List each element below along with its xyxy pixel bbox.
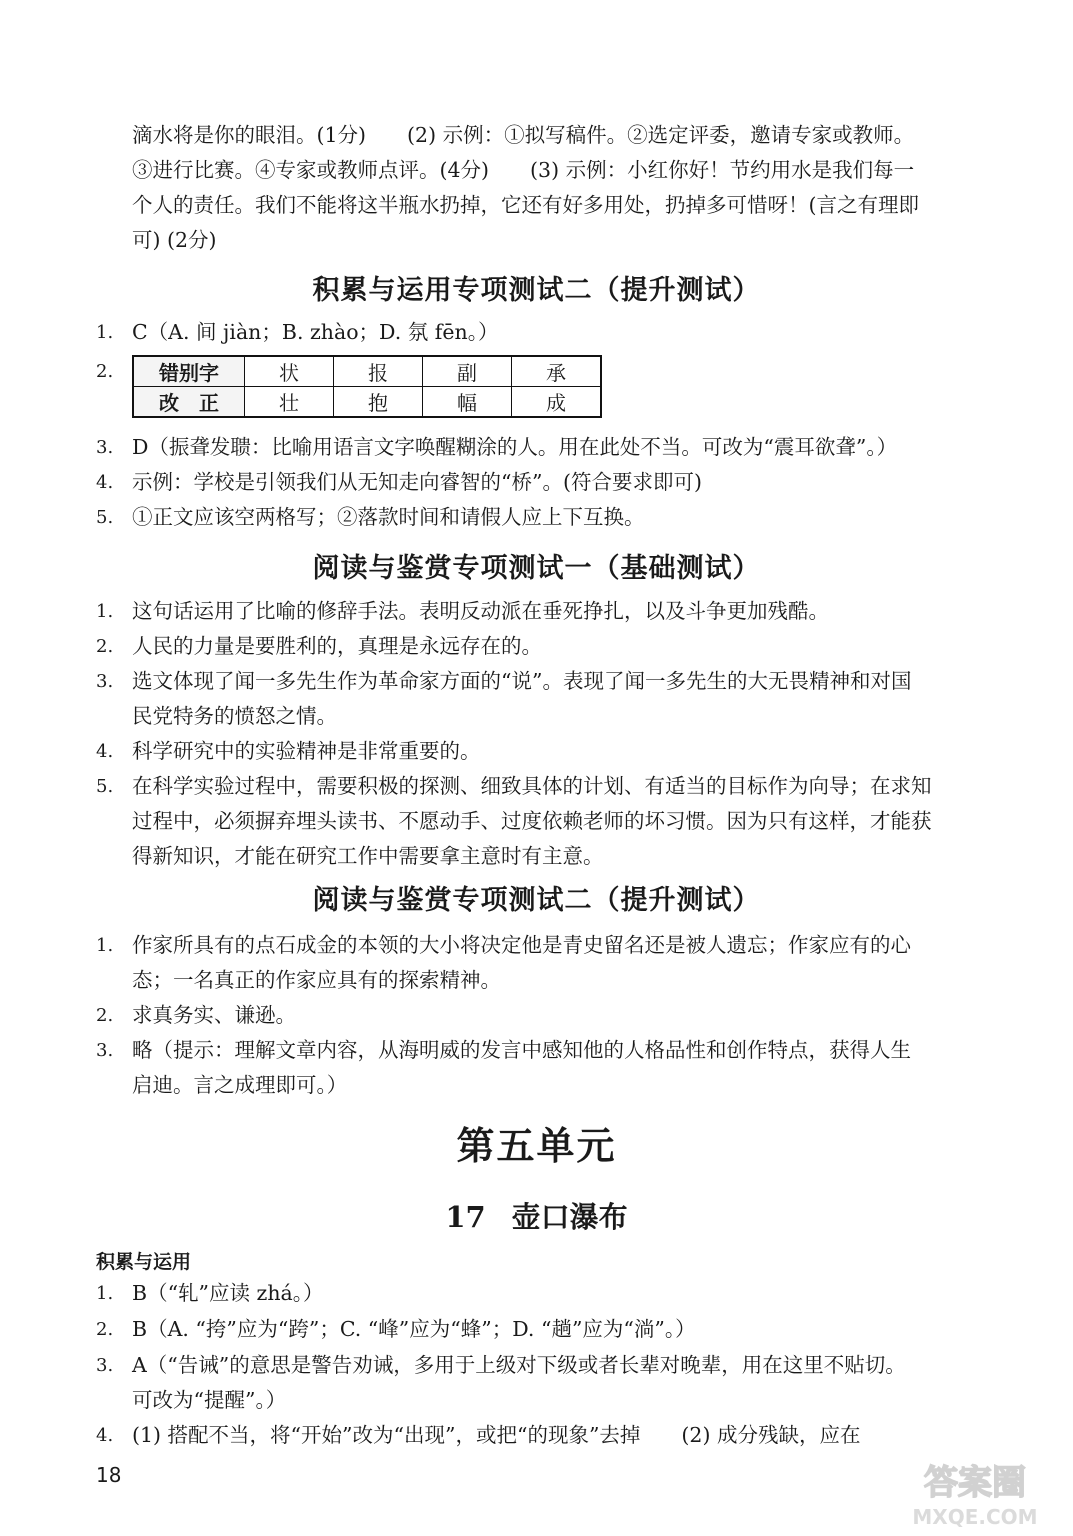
answer-text: D（振聋发聩：比喻用语言文字唤醒糊涂的人。用在此处不当。可改为“震耳欲聋”。）	[132, 435, 898, 459]
watermark-logo-icon	[885, 1452, 1065, 1532]
correction-table	[132, 355, 602, 418]
table-row	[133, 356, 601, 387]
answer-line: 作家所具有的点石成金的本领的大小将决定他是青史留名还是被人遗忘；作家应有的心	[132, 933, 911, 957]
watermark-domain: MXQE.COM	[912, 1505, 1038, 1529]
answer-text: 科学研究中的实验精神是非常重要的。	[132, 739, 481, 763]
intro-line: 个人的责任。我们不能将这半瓶水扔掉，它还有好多用处，扔掉多可惜呀！(言之有理即	[132, 193, 919, 217]
answer-line: 可改为“提醒”。）	[132, 1388, 287, 1412]
answer-line: A（“告诫”的意思是警告劝诫，多用于上级对下级或者长辈对晚辈，用在这里不贴切。	[132, 1353, 906, 1377]
unit-title: 第五单元	[456, 1123, 617, 1168]
table-cell: 成	[512, 387, 602, 418]
table-header-cell: 错别字	[133, 356, 245, 387]
answer-text: 这句话运用了比喻的修辞手法。表明反动派在垂死挣扎，以及斗争更加残酷。	[132, 599, 829, 623]
answer-line: 启迪。言之成理即可。）	[132, 1073, 348, 1097]
answer-page: 滴水将是你的眼泪。(1分) (2) 示例：①拟写稿件。②选定评委，邀请专家或教师。 ③进行比赛。④专家或教师点评。(4分) (3) 示例：小红你好！节约用水是我们每一 个人的责任。我们不能将这半瓶水扔掉，它还有好多用处，扔掉多可惜呀！(言之有理即 可) (2分) 积累与运用专项测试二（提升测试） 1. C（A. 间 jiàn；B. zhào；D. 氛 fēn。） 2. 错别字 状 报 副 承 改 正 壮 抱 幅 成 3. D（振聋发聩：比喻用语言文字唤醒糊涂的人。用在此处不当。可改为“震耳欲聋”。） 4. 示例：学校是引领我们从无知走向睿智的“桥”。(符合要求即可) 5. ①正文应该空两格写；②落款时间和请假人应上下互换。 阅读与鉴赏专项测试一（基础测试） 1. 这句话运用了比喻的修辞手法。表明反动派在垂死挣扎，以及斗争更加残酷。 2. 人民的力量是要胜利的，真理是永远存在的。 3. 选文体现了闻一多先生作为革命家方面的“说”。表现了闻一多先生的大无畏精神和对国 民党特务的愤怒之情。 4. 科学研究中的实验精神是非常重要的。 5. 在科学实验过程中，需要积极的探测、细致具体的计划、有适当的目标作为向导；在求知 过程中，必须摒弃埋头读书、不愿动手、过度依赖老师的坏习惯。因为只有这样，才能获 得新知识，才能在研究工作中需要拿主意时有主意。 阅读与鉴赏专项测试二（提升测试） 1. 作家所具有的点石成金的本领的大小将决定他是青史留名还是被人遗忘；作家应有的心 态；一名真正的作家应具有的探索精神。 2. 求真务实、谦逊。 3. 略（提示：理解文章内容，从海明威的发言中感知他的人格品性和创作特点，获得人生 启迪。言之成理即可。） 第五单元 17 壶口瀑布 积累与运用 1. B（“轧”应读 zhá。） 2. B（A. “挎”应为“跨”；C. “峰”应为“蜂”；D. “趟”应为“淌”。） 3. A（“告诫”的意思是警告劝诫，多用于上级对下级或者长辈对晚辈，用在这里不贴切。 可改为“提醒”。） 4. (1) 搭配不当，将“开始”改为“出现”，或把“的现象”去掉 (2) 成分残缺，应在 18 答案圈 MXQE.COM	[0, 0, 1073, 1536]
answer-text: C（A. 间 jiàn；B. zhào；D. 氛 fēn。）	[132, 320, 499, 344]
intro-line: 可) (2分)	[132, 228, 217, 252]
answer-text: B（A. “挎”应为“跨”；C. “峰”应为“蜂”；D. “趟”应为“淌”。）	[132, 1317, 696, 1341]
intro-line: ③进行比赛。④专家或教师点评。(4分) (3) 示例：小红你好！节约用水是我们每一	[132, 158, 915, 182]
section-title: 积累与运用专项测试二（提升测试）	[312, 275, 761, 306]
watermark-text: 答案圈	[924, 1463, 1026, 1503]
lesson-heading	[0, 1195, 1073, 1236]
answer-line: 态；一名真正的作家应具有的探索精神。	[132, 968, 501, 992]
answer-line: 得新知识，才能在研究工作中需要拿主意时有主意。	[132, 844, 604, 868]
answer-text: ①正文应该空两格写；②落款时间和请假人应上下互换。	[132, 505, 645, 529]
intro-paragraph	[132, 118, 1002, 258]
watermark-logo	[885, 1452, 1065, 1532]
table-cell: 抱	[334, 387, 423, 418]
table-cell: 幅	[423, 387, 512, 418]
table-cell: 副	[423, 356, 512, 387]
answer-text: 人民的力量是要胜利的，真理是永远存在的。	[132, 634, 542, 658]
answer-text: (1) 搭配不当，将“开始”改为“出现”，或把“的现象”去掉 (2) 成分残缺，应在	[132, 1423, 861, 1447]
section-title: 阅读与鉴赏专项测试一（基础测试）	[312, 553, 761, 584]
page-number: 18	[96, 1463, 122, 1487]
subsection-title: 积累与运用	[96, 1251, 192, 1273]
answer-line: 民党特务的愤怒之情。	[132, 704, 337, 728]
lesson-title: 壶口瀑布	[511, 1200, 628, 1234]
intro-line: 滴水将是你的眼泪。(1分) (2) 示例：①拟写稿件。②选定评委，邀请专家或教师。	[132, 123, 915, 147]
table-cell: 报	[334, 356, 423, 387]
lesson-number: 17	[445, 1200, 486, 1234]
table-cell: 壮	[245, 387, 334, 418]
answer-line: 在科学实验过程中，需要积极的探测、细致具体的计划、有适当的目标作为向导；在求知	[132, 774, 932, 798]
section-title: 阅读与鉴赏专项测试二（提升测试）	[312, 885, 761, 916]
table-cell: 状	[245, 356, 334, 387]
answer-text: 示例：学校是引领我们从无知走向睿智的“桥”。(符合要求即可)	[132, 470, 702, 494]
answer-text: B（“轧”应读 zhá。）	[132, 1281, 324, 1305]
table-row	[133, 387, 601, 418]
answer-line: 略（提示：理解文章内容，从海明威的发言中感知他的人格品性和创作特点，获得人生	[132, 1038, 911, 1062]
table-header-cell: 改 正	[133, 387, 245, 418]
table-cell: 承	[512, 356, 602, 387]
answer-line: 选文体现了闻一多先生作为革命家方面的“说”。表现了闻一多先生的大无畏精神和对国	[132, 669, 912, 693]
answer-line: 过程中，必须摒弃埋头读书、不愿动手、过度依赖老师的坏习惯。因为只有这样，才能获	[132, 809, 932, 833]
answer-text: 求真务实、谦逊。	[132, 1003, 296, 1027]
